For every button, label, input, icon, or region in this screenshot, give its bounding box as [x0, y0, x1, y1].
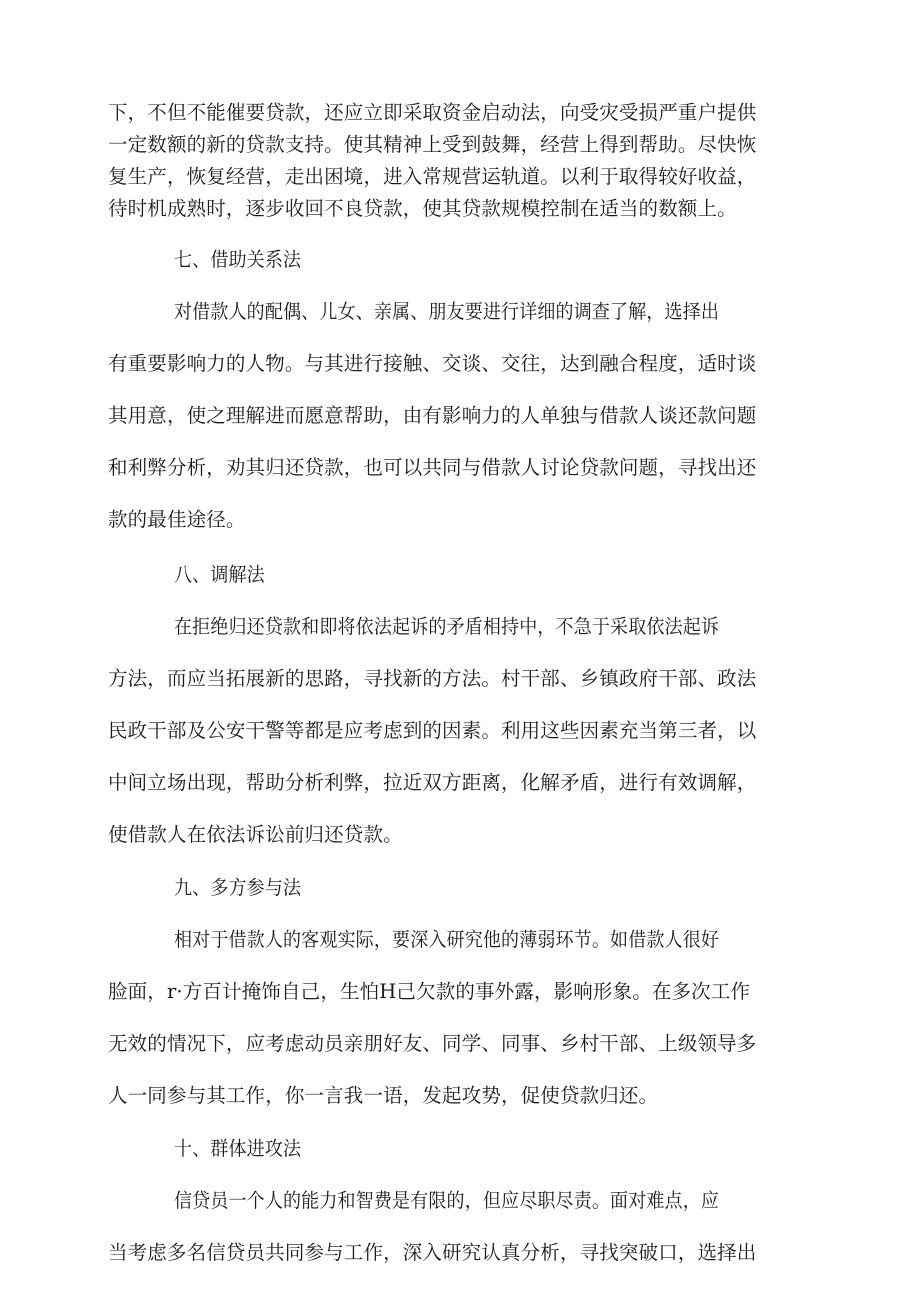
paragraph-line: 在拒绝归还贷款和即将依法起诉的矛盾相持中，不急于采取依法起诉	[174, 615, 720, 638]
paragraph-line: 民政干部及公安干警等都是应考虑到的因素。利用这些因素充当第三者，以	[108, 719, 757, 742]
paragraph-line: 无效的情况下，应考虑动员亲朋好友、同学、同事、乡村干部、上级领导多	[108, 1032, 757, 1055]
section-heading: 九、多方参与法	[174, 876, 302, 899]
section-heading: 八、调解法	[174, 563, 265, 586]
paragraph-line: 复生产，恢复经营，走出困境，进入常规营运轨道。以利于取得较好收益，	[108, 165, 757, 188]
paragraph-line: 下，不但不能催要贷款，还应立即采取资金启动法，向受灾受损严重户提供	[108, 101, 757, 124]
paragraph-line: 对借款人的配偶、儿女、亲属、朋友要进行详细的调查了解，选择出	[174, 300, 720, 323]
paragraph-line: 款的最佳途径。	[108, 508, 246, 531]
section-heading: 七、借助关系法	[174, 248, 302, 271]
paragraph-line: 相对于借款人的客观实际，要深入研究他的薄弱环节。如借款人很好	[174, 928, 720, 951]
paragraph-line: 有重要影响力的人物。与其进行接触、交谈、交往，达到融合程度，适时谈	[108, 352, 757, 375]
paragraph-line: 和利弊分析，劝其归还贷款，也可以共同与借款人讨论贷款问题，寻找出还	[108, 456, 757, 479]
paragraph-line: 人一同参与其工作，你一言我一语，发起攻势，促使贷款归还。	[108, 1084, 659, 1107]
paragraph-line: 一定数额的新的贷款支持。使其精神上受到鼓舞，经营上得到帮助。尽快恢	[108, 133, 757, 156]
paragraph-line: 信贷员一个人的能力和智费是有限的，但应尽职尽责。面对难点，应	[174, 1189, 720, 1212]
paragraph-line: 当考虑多名信贷员共同参与工作，深入研究认真分析，寻找突破口，选择出	[108, 1241, 757, 1264]
section-heading: 十、群体进攻法	[174, 1137, 302, 1160]
paragraph-line: 其用意，使之理解进而愿意帮助，由有影响力的人单独与借款人谈还款问题	[108, 404, 757, 427]
paragraph-line: 方法，而应当拓展新的思路，寻找新的方法。村干部、乡镇政府干部、政法	[108, 667, 757, 690]
paragraph-line: 使借款人在依法诉讼前归还贷款。	[108, 823, 403, 846]
paragraph-line: 待时机成熟时，逐步收回不良贷款，使其贷款规模控制在适当的数额上。	[108, 197, 737, 220]
paragraph-line: 中间立场出现，帮助分析利弊，拉近双方距离，化解矛盾，进行有效调解，	[108, 771, 757, 794]
paragraph-line: 脸面，r·方百计掩饰自己，生怕H己欠款的事外露，影响形象。在多次工作	[108, 980, 751, 1003]
